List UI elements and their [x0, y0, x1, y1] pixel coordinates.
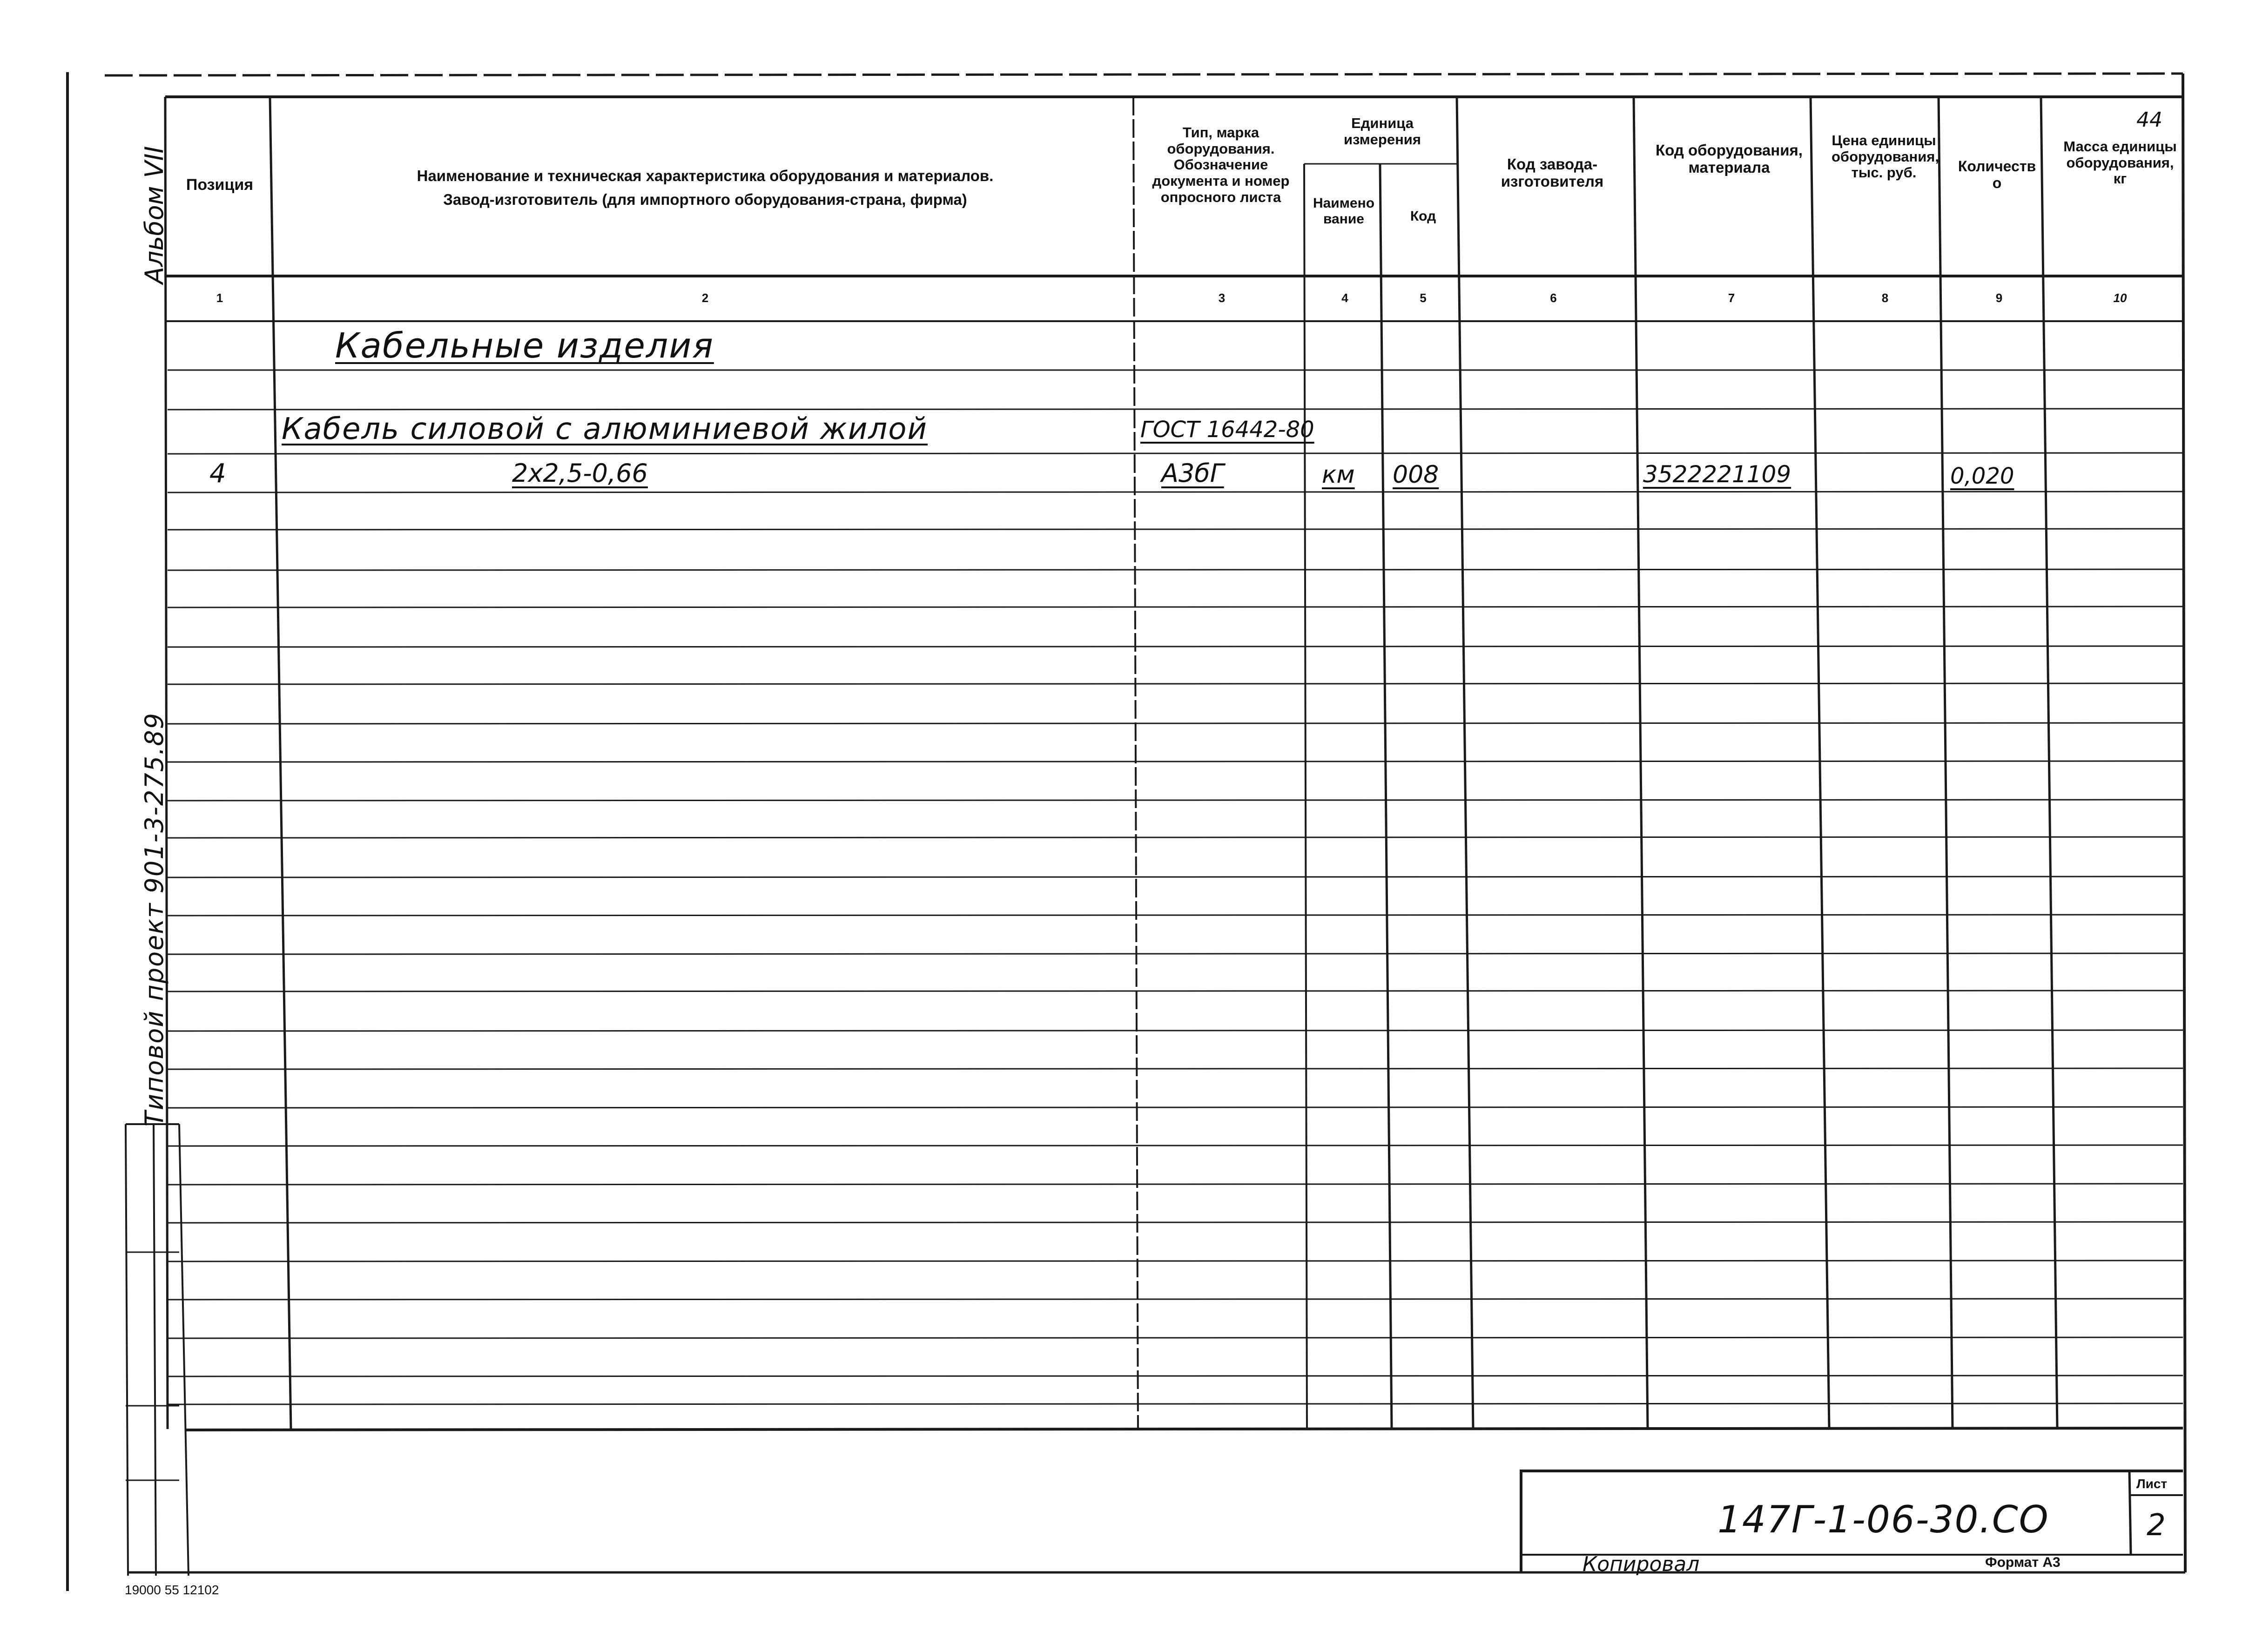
- header-type-mark: Тип, марка оборудования. Обозначение документа и номер опросного листа: [1152, 124, 1290, 205]
- column-number-10: 10: [2113, 291, 2127, 305]
- item-position: 4: [209, 459, 226, 489]
- item-quantity: 0,020: [1950, 463, 2014, 489]
- header-unit-group: Единица измерения: [1344, 115, 1421, 148]
- column-number-3: 3: [1218, 291, 1226, 305]
- header-quantity: Количество: [1958, 158, 2036, 191]
- header-name-line2: Завод-изготовитель (для импортного оборудования-страна, фирма): [443, 190, 967, 208]
- sheet-value: 2: [2147, 1508, 2166, 1543]
- item-standard: ГОСТ 16442-80: [1140, 417, 1314, 443]
- column-number-9: 9: [1995, 291, 2003, 305]
- item-unit-code: 008: [1393, 461, 1439, 489]
- format-label: Формат А3: [1985, 1555, 2061, 1570]
- album-label: Альбом VII: [140, 146, 169, 284]
- item-size: 2x2,5-0,66: [512, 459, 648, 488]
- item-unit-name: км: [1322, 461, 1355, 489]
- header-unit-code: Код: [1410, 209, 1436, 224]
- header-material-code: Код оборудования, материала: [1656, 142, 1803, 176]
- column-number-1: 1: [216, 291, 223, 305]
- column-number-4: 4: [1341, 291, 1348, 305]
- section-title: Кабельные изделия: [335, 326, 714, 366]
- header-name-line1: Наименование и техническая характеристика оборудования и материалов.: [417, 167, 994, 184]
- corner-sheet-number: 44: [2136, 108, 2162, 132]
- bottom-left-number: 19000 55 12102: [125, 1583, 219, 1597]
- project-label: Типовой проект 901-3-275.89: [140, 712, 169, 1126]
- item-name: Кабель силовой с алюминиевой жилой: [282, 412, 928, 446]
- header-name: [279, 168, 1131, 209]
- copied-by: Копировал: [1583, 1552, 1700, 1576]
- column-number-2: 2: [701, 291, 709, 305]
- column-number-6: 6: [1550, 291, 1557, 305]
- column-number-5: 5: [1420, 291, 1427, 305]
- header-unit-price: Цена единицы оборудования, тыс. руб.: [1832, 132, 1939, 181]
- header-factory-code: Код завода-изготовителя: [1501, 155, 1604, 190]
- document-code: 147Г-1-06-30.СО: [1717, 1498, 2049, 1541]
- header-unit-mass: Масса единицы оборудования, кг: [2063, 138, 2177, 187]
- column-number-8: 8: [1881, 291, 1889, 305]
- header-position: Позиция: [186, 176, 254, 194]
- header-unit-name: Наименование: [1313, 196, 1375, 227]
- item-material-code: 3522221109: [1643, 461, 1791, 488]
- column-number-7: 7: [1728, 291, 1735, 305]
- sheet-label: Лист: [2136, 1477, 2168, 1491]
- item-type: А3бГ: [1161, 459, 1224, 488]
